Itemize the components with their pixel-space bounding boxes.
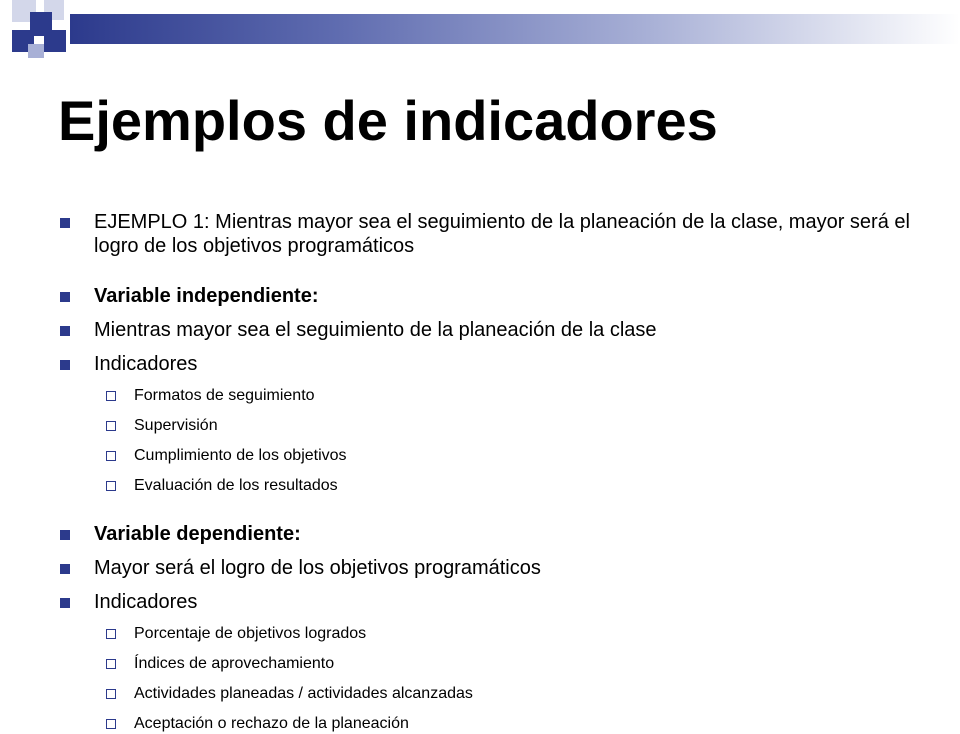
sub-list-item bbox=[60, 684, 920, 704]
indicator-text: Índices de aprovechamiento bbox=[134, 655, 335, 672]
hollow-square-bullet-icon bbox=[106, 659, 116, 669]
sub-list-item bbox=[60, 446, 920, 466]
decorative-square bbox=[28, 44, 44, 58]
square-bullet-icon bbox=[60, 598, 70, 608]
header-gradient-band bbox=[70, 14, 960, 44]
sub-list-item bbox=[60, 654, 920, 674]
decorative-square bbox=[44, 30, 66, 52]
hollow-square-bullet-icon bbox=[106, 719, 116, 729]
square-bullet-icon bbox=[60, 530, 70, 540]
indicator-text: Evaluación de los resultados bbox=[134, 477, 338, 494]
square-bullet-icon bbox=[60, 360, 70, 370]
list-item-dependent-indicators bbox=[60, 590, 920, 614]
sub-list-item bbox=[60, 476, 920, 496]
indicator-text: Formatos de seguimiento bbox=[134, 387, 315, 404]
indicator-text: Cumplimiento de los objetivos bbox=[134, 447, 347, 464]
independent-description: Mientras mayor sea el seguimiento de la planeación de la clase bbox=[94, 319, 657, 341]
square-bullet-icon bbox=[60, 218, 70, 228]
example-text: EJEMPLO 1: Mientras mayor sea el seguimiento de la planeación de la clase, mayor será el logro de los objetivos programáticos bbox=[94, 211, 910, 257]
list-item-dependent-heading bbox=[60, 522, 920, 546]
sub-list-item bbox=[60, 386, 920, 406]
sub-list-item bbox=[60, 624, 920, 644]
slide-title: Ejemplos de indicadores bbox=[58, 89, 718, 152]
dependent-heading: Variable dependiente: bbox=[94, 523, 301, 545]
dependent-description: Mayor será el logro de los objetivos programáticos bbox=[94, 557, 541, 579]
indicator-text: Porcentaje de objetivos logrados bbox=[134, 625, 367, 642]
hollow-square-bullet-icon bbox=[106, 629, 116, 639]
sub-list-item bbox=[60, 416, 920, 436]
independent-heading: Variable independiente: bbox=[94, 285, 319, 307]
hollow-square-bullet-icon bbox=[106, 481, 116, 491]
indicator-text: Supervisión bbox=[134, 417, 218, 434]
indicator-text: Aceptación o rechazo de la planeación bbox=[134, 715, 409, 732]
bullet-list bbox=[60, 210, 920, 734]
indicators-label: Indicadores bbox=[94, 591, 198, 613]
list-item-example bbox=[60, 210, 920, 258]
indicators-label: Indicadores bbox=[94, 353, 198, 375]
indicator-text: Actividades planeadas / actividades alcanzadas bbox=[134, 685, 473, 702]
hollow-square-bullet-icon bbox=[106, 689, 116, 699]
list-item-independent-indicators bbox=[60, 352, 920, 376]
list-item-dependent-description bbox=[60, 556, 920, 580]
square-bullet-icon bbox=[60, 292, 70, 302]
list-item-independent-heading bbox=[60, 284, 920, 308]
hollow-square-bullet-icon bbox=[106, 451, 116, 461]
hollow-square-bullet-icon bbox=[106, 391, 116, 401]
sub-list-item bbox=[60, 714, 920, 734]
square-bullet-icon bbox=[60, 326, 70, 336]
hollow-square-bullet-icon bbox=[106, 421, 116, 431]
square-bullet-icon bbox=[60, 564, 70, 574]
list-item-independent-description bbox=[60, 318, 920, 342]
